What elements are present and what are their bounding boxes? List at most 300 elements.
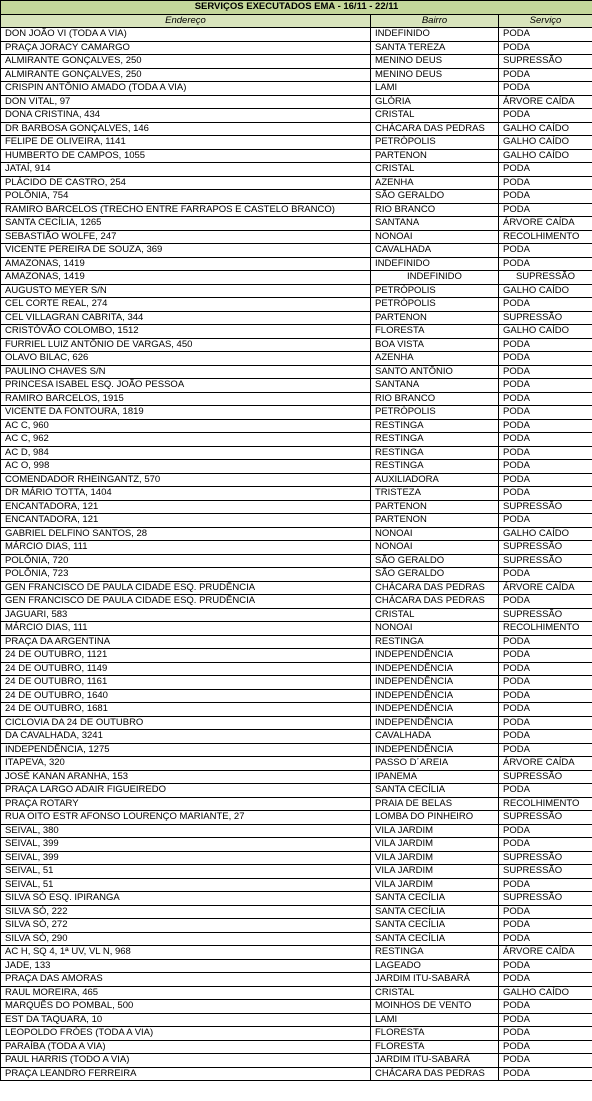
cell-bairro: VILA JARDIM [371, 824, 499, 838]
cell-servico: PODA [499, 392, 592, 406]
cell-endereco: FELIPE DE OLIVEIRA, 1141 [1, 136, 371, 150]
cell-servico: PODA [499, 973, 592, 987]
cell-bairro: MENINO DEUS [371, 68, 499, 82]
cell-endereco: FURRIEL LUIZ ANTÔNIO DE VARGAS, 450 [1, 338, 371, 352]
cell-bairro: PETRÓPOLIS [371, 136, 499, 150]
cell-servico: PODA [499, 419, 592, 433]
table-row [1, 68, 592, 82]
cell-bairro: PRAIA DE BELAS [371, 797, 499, 811]
cell-servico: PODA [499, 932, 592, 946]
table-row [1, 1013, 592, 1027]
cell-servico: SUPRESSÃO [499, 541, 592, 555]
table-row [1, 338, 592, 352]
cell-endereco: SEIVAL, 51 [1, 878, 371, 892]
table-row [1, 649, 592, 663]
table-row [1, 595, 592, 609]
cell-endereco: JOSÉ KANAN ARANHA, 153 [1, 770, 371, 784]
table-row [1, 122, 592, 136]
table-row [1, 527, 592, 541]
cell-servico: PODA [499, 716, 592, 730]
cell-bairro: LAMI [371, 82, 499, 96]
table-row [1, 946, 592, 960]
cell-bairro: NONOAI [371, 527, 499, 541]
table-row [1, 203, 592, 217]
header-row [1, 14, 592, 28]
cell-endereco: SILVA SÓ, 222 [1, 905, 371, 919]
cell-bairro: CAVALHADA [371, 730, 499, 744]
cell-servico: PODA [499, 824, 592, 838]
table-row [1, 271, 592, 285]
cell-bairro: CHÁCARA DAS PEDRAS [371, 581, 499, 595]
cell-servico: PODA [499, 244, 592, 258]
cell-bairro: SANTANA [371, 379, 499, 393]
table-row [1, 365, 592, 379]
table-row [1, 919, 592, 933]
cell-servico: PODA [499, 109, 592, 123]
table-row [1, 622, 592, 636]
cell-bairro: IPANEMA [371, 770, 499, 784]
table-row [1, 1067, 592, 1081]
cell-endereco: SILVA SÓ, 290 [1, 932, 371, 946]
cell-servico: PODA [499, 257, 592, 271]
cell-endereco: DA CAVALHADA, 3241 [1, 730, 371, 744]
table-row [1, 136, 592, 150]
table-row [1, 311, 592, 325]
table-row [1, 892, 592, 906]
cell-servico: PODA [499, 82, 592, 96]
cell-endereco: CEL CORTE REAL, 274 [1, 298, 371, 312]
cell-bairro: FLORESTA [371, 1027, 499, 1041]
table-row [1, 824, 592, 838]
table-row [1, 460, 592, 474]
cell-servico: ÁRVORE CAÍDA [499, 757, 592, 771]
cell-bairro: CAVALHADA [371, 244, 499, 258]
cell-endereco: AC C, 960 [1, 419, 371, 433]
cell-servico: SUPRESSÃO [499, 500, 592, 514]
cell-servico: PODA [499, 1054, 592, 1068]
cell-bairro: PARTENON [371, 149, 499, 163]
cell-bairro: VILA JARDIM [371, 851, 499, 865]
cell-bairro: JARDIM ITU-SABARÁ [371, 973, 499, 987]
cell-bairro: RESTINGA [371, 433, 499, 447]
cell-endereco: JADE, 133 [1, 959, 371, 973]
cell-bairro: SANTO ANTÔNIO [371, 365, 499, 379]
table-row [1, 973, 592, 987]
cell-endereco: ENCANTADORA, 121 [1, 500, 371, 514]
column-header-bairro: Bairro [371, 14, 499, 28]
cell-servico: PODA [499, 473, 592, 487]
cell-servico: PODA [499, 163, 592, 177]
cell-bairro: VILA JARDIM [371, 838, 499, 852]
table-row [1, 730, 592, 744]
cell-endereco: DONA CRISTINA, 434 [1, 109, 371, 123]
table-row [1, 446, 592, 460]
table-title: SERVIÇOS EXECUTADOS EMA - 16/11 - 22/11 [1, 1, 592, 15]
cell-endereco: RAUL MOREIRA, 465 [1, 986, 371, 1000]
cell-endereco: JATAÍ, 914 [1, 163, 371, 177]
table-row [1, 554, 592, 568]
cell-bairro: SANTA CECÍLIA [371, 905, 499, 919]
table-row [1, 487, 592, 501]
cell-servico: SUPRESSÃO [499, 608, 592, 622]
cell-servico: ÁRVORE CAÍDA [499, 95, 592, 109]
table-row [1, 905, 592, 919]
cell-servico: PODA [499, 730, 592, 744]
cell-endereco: DR MÁRIO TOTTA, 1404 [1, 487, 371, 501]
cell-servico: PODA [499, 662, 592, 676]
cell-endereco: DR BARBOSA GONÇALVES, 146 [1, 122, 371, 136]
cell-bairro: RIO BRANCO [371, 203, 499, 217]
cell-servico: PODA [499, 1000, 592, 1014]
cell-servico: SUPRESSÃO [499, 770, 592, 784]
cell-bairro: INDEFINIDO [371, 28, 499, 42]
table-row [1, 514, 592, 528]
cell-servico: GALHO CAÍDO [499, 325, 592, 339]
cell-endereco: CRISTÓVÃO COLOMBO, 1512 [1, 325, 371, 339]
cell-bairro: CRISTAL [371, 163, 499, 177]
cell-endereco: HUMBERTO DE CAMPOS, 1055 [1, 149, 371, 163]
cell-bairro: SANTA CECÍLIA [371, 892, 499, 906]
cell-endereco: 24 DE OUTUBRO, 1681 [1, 703, 371, 717]
table-row [1, 797, 592, 811]
table-row [1, 163, 592, 177]
cell-bairro: SANTA CECÍLIA [371, 784, 499, 798]
cell-endereco: PRAÇA LARGO ADAIR FIGUEIREDO [1, 784, 371, 798]
table-row [1, 433, 592, 447]
cell-servico: GALHO CAÍDO [499, 527, 592, 541]
cell-servico: PODA [499, 878, 592, 892]
cell-endereco: SEBASTIÃO WOLFE, 247 [1, 230, 371, 244]
cell-endereco: CICLOVIA DA 24 DE OUTUBRO [1, 716, 371, 730]
cell-bairro: SÃO GERALDO [371, 568, 499, 582]
table-row [1, 41, 592, 55]
column-header-endereco: Endereço [1, 14, 371, 28]
cell-servico: PODA [499, 514, 592, 528]
table-row [1, 541, 592, 555]
cell-servico: PODA [499, 190, 592, 204]
table-row [1, 568, 592, 582]
cell-bairro: INDEPENDÊNCIA [371, 703, 499, 717]
cell-bairro: CHÁCARA DAS PEDRAS [371, 595, 499, 609]
cell-bairro: CRISTAL [371, 986, 499, 1000]
table-row [1, 608, 592, 622]
cell-servico: PODA [499, 41, 592, 55]
cell-endereco: SEIVAL, 51 [1, 865, 371, 879]
cell-bairro: INDEPENDÊNCIA [371, 676, 499, 690]
cell-servico: GALHO CAÍDO [499, 284, 592, 298]
table-row [1, 392, 592, 406]
cell-endereco: PLÁCIDO DE CASTRO, 254 [1, 176, 371, 190]
cell-bairro: PETRÓPOLIS [371, 406, 499, 420]
cell-bairro: RIO BRANCO [371, 392, 499, 406]
cell-bairro: LAGEADO [371, 959, 499, 973]
cell-bairro: CRISTAL [371, 109, 499, 123]
cell-servico: SUPRESSÃO [499, 865, 592, 879]
cell-endereco: SEIVAL, 399 [1, 838, 371, 852]
table-row [1, 743, 592, 757]
cell-bairro: PASSO D´AREIA [371, 757, 499, 771]
cell-bairro: INDEPENDÊNCIA [371, 716, 499, 730]
cell-endereco: DON VITAL, 97 [1, 95, 371, 109]
cell-servico: PODA [499, 635, 592, 649]
cell-bairro: CHÁCARA DAS PEDRAS [371, 122, 499, 136]
table-row [1, 379, 592, 393]
cell-bairro: TRISTEZA [371, 487, 499, 501]
table-row [1, 217, 592, 231]
table-row [1, 325, 592, 339]
cell-endereco: COMENDADOR RHEINGANTZ, 570 [1, 473, 371, 487]
table-body [1, 28, 592, 1081]
cell-endereco: AC H, SQ 4, 1ª UV, VL N, 968 [1, 946, 371, 960]
cell-endereco: LEOPOLDO FRÓES (TODA A VIA) [1, 1027, 371, 1041]
cell-servico: PODA [499, 487, 592, 501]
table-row [1, 635, 592, 649]
cell-servico: RECOLHIMENTO [499, 622, 592, 636]
cell-servico: PODA [499, 649, 592, 663]
cell-servico: SUPRESSÃO [499, 851, 592, 865]
cell-bairro: RESTINGA [371, 419, 499, 433]
table-row [1, 149, 592, 163]
cell-bairro: NONOAI [371, 230, 499, 244]
cell-servico: PODA [499, 919, 592, 933]
cell-servico: ÁRVORE CAÍDA [499, 946, 592, 960]
cell-endereco: OLAVO BILAC, 626 [1, 352, 371, 366]
cell-servico: PODA [499, 838, 592, 852]
cell-endereco: ALMIRANTE GONÇALVES, 250 [1, 68, 371, 82]
table-row [1, 28, 592, 42]
cell-servico: PODA [499, 689, 592, 703]
cell-bairro: AZENHA [371, 352, 499, 366]
cell-servico: PODA [499, 1013, 592, 1027]
cell-endereco: PRAÇA JORACY CAMARGO [1, 41, 371, 55]
table-row [1, 109, 592, 123]
cell-endereco: SANTA CECÍLIA, 1265 [1, 217, 371, 231]
table-row [1, 838, 592, 852]
cell-servico: PODA [499, 352, 592, 366]
table-row [1, 1054, 592, 1068]
cell-servico: PODA [499, 446, 592, 460]
cell-servico: PODA [499, 595, 592, 609]
cell-endereco: PARAÍBA (TODA A VIA) [1, 1040, 371, 1054]
cell-servico: PODA [499, 365, 592, 379]
cell-servico: GALHO CAÍDO [499, 136, 592, 150]
cell-bairro: CRISTAL [371, 608, 499, 622]
cell-servico: GALHO CAÍDO [499, 149, 592, 163]
cell-endereco: SILVA SÓ ESQ. IPIRANGA [1, 892, 371, 906]
cell-servico: PODA [499, 703, 592, 717]
table-row [1, 770, 592, 784]
cell-servico: PODA [499, 1027, 592, 1041]
cell-endereco: PRAÇA DAS AMORAS [1, 973, 371, 987]
table-row [1, 703, 592, 717]
cell-bairro: CHÁCARA DAS PEDRAS [371, 1067, 499, 1081]
cell-bairro: FLORESTA [371, 1040, 499, 1054]
cell-servico: PODA [499, 176, 592, 190]
cell-endereco: RUA OITO ESTR AFONSO LOURENÇO MARIANTE, 27 [1, 811, 371, 825]
cell-servico: PODA [499, 959, 592, 973]
cell-servico: SUPRESSÃO [499, 271, 592, 285]
cell-servico: PODA [499, 406, 592, 420]
table-row [1, 257, 592, 271]
cell-bairro: PARTENON [371, 311, 499, 325]
cell-bairro: INDEPENDÊNCIA [371, 689, 499, 703]
cell-bairro: SÃO GERALDO [371, 190, 499, 204]
cell-endereco: PRAÇA LEANDRO FERREIRA [1, 1067, 371, 1081]
cell-endereco: PAUL HARRIS (TODO A VIA) [1, 1054, 371, 1068]
cell-servico: PODA [499, 905, 592, 919]
table-row [1, 55, 592, 69]
cell-servico: PODA [499, 203, 592, 217]
cell-endereco: RAMIRO BARCELOS, 1915 [1, 392, 371, 406]
table-row [1, 244, 592, 258]
cell-servico: PODA [499, 28, 592, 42]
table-row [1, 811, 592, 825]
cell-bairro: LAMI [371, 1013, 499, 1027]
cell-endereco: AC C, 962 [1, 433, 371, 447]
cell-servico: PODA [499, 460, 592, 474]
cell-bairro: SÃO GERALDO [371, 554, 499, 568]
cell-endereco: PRAÇA DA ARGENTINA [1, 635, 371, 649]
cell-endereco: 24 DE OUTUBRO, 1640 [1, 689, 371, 703]
cell-endereco: AC O, 998 [1, 460, 371, 474]
cell-servico: PODA [499, 568, 592, 582]
cell-endereco: GABRIEL DELFINO SANTOS, 28 [1, 527, 371, 541]
cell-bairro: RESTINGA [371, 460, 499, 474]
cell-endereco: AMAZONAS, 1419 [1, 257, 371, 271]
cell-servico: RECOLHIMENTO [499, 797, 592, 811]
cell-bairro: AUXILIADORA [371, 473, 499, 487]
table-row [1, 757, 592, 771]
table-row [1, 406, 592, 420]
cell-bairro: JARDIM ITU-SABARÁ [371, 1054, 499, 1068]
table-row [1, 1027, 592, 1041]
table-row [1, 865, 592, 879]
cell-endereco: 24 DE OUTUBRO, 1149 [1, 662, 371, 676]
cell-bairro: MOINHOS DE VENTO [371, 1000, 499, 1014]
cell-servico: PODA [499, 676, 592, 690]
cell-endereco: ENCANTADORA, 121 [1, 514, 371, 528]
cell-servico: PODA [499, 433, 592, 447]
cell-servico: ÁRVORE CAÍDA [499, 217, 592, 231]
cell-servico: SUPRESSÃO [499, 892, 592, 906]
cell-bairro: FLORESTA [371, 325, 499, 339]
cell-servico: RECOLHIMENTO [499, 230, 592, 244]
cell-bairro: AZENHA [371, 176, 499, 190]
cell-bairro: PETRÓPOLIS [371, 284, 499, 298]
cell-servico: GALHO CAÍDO [499, 986, 592, 1000]
table-row [1, 784, 592, 798]
cell-bairro: GLÓRIA [371, 95, 499, 109]
cell-bairro: PETRÓPOLIS [371, 298, 499, 312]
cell-bairro: VILA JARDIM [371, 865, 499, 879]
cell-endereco: RAMIRO BARCELOS (TRECHO ENTRE FARRAPOS E CASTELO BRANCO) [1, 203, 371, 217]
cell-bairro: INDEPENDÊNCIA [371, 649, 499, 663]
table-row [1, 284, 592, 298]
cell-bairro: BOA VISTA [371, 338, 499, 352]
cell-bairro: RESTINGA [371, 446, 499, 460]
cell-servico: GALHO CAÍDO [499, 122, 592, 136]
cell-servico: SUPRESSÃO [499, 811, 592, 825]
cell-servico: ÁRVORE CAÍDA [499, 581, 592, 595]
cell-servico: SUPRESSÃO [499, 311, 592, 325]
cell-bairro: INDEPENDÊNCIA [371, 662, 499, 676]
cell-servico: SUPRESSÃO [499, 554, 592, 568]
cell-bairro: MENINO DEUS [371, 55, 499, 69]
cell-servico: PODA [499, 743, 592, 757]
cell-bairro: SANTA TEREZA [371, 41, 499, 55]
table-row [1, 689, 592, 703]
cell-bairro: INDEFINIDO [371, 257, 499, 271]
cell-endereco: AUGUSTO MEYER S/N [1, 284, 371, 298]
table-row [1, 1000, 592, 1014]
table-row [1, 1040, 592, 1054]
table-row [1, 959, 592, 973]
cell-servico: PODA [499, 1040, 592, 1054]
cell-bairro: SANTA CECÍLIA [371, 932, 499, 946]
cell-endereco: PRINCESA ISABEL ESQ. JOÃO PESSOA [1, 379, 371, 393]
table-row [1, 230, 592, 244]
table-row [1, 298, 592, 312]
cell-endereco: SEIVAL, 399 [1, 851, 371, 865]
table-row [1, 473, 592, 487]
table-row [1, 878, 592, 892]
cell-endereco: SILVA SÓ, 272 [1, 919, 371, 933]
cell-bairro: NONOAI [371, 622, 499, 636]
cell-endereco: 24 DE OUTUBRO, 1161 [1, 676, 371, 690]
column-header-servico: Serviço [499, 14, 592, 28]
cell-endereco: POLÔNIA, 720 [1, 554, 371, 568]
table-row [1, 676, 592, 690]
cell-endereco: SEIVAL, 380 [1, 824, 371, 838]
cell-bairro: PARTENON [371, 514, 499, 528]
cell-endereco: POLÔNIA, 723 [1, 568, 371, 582]
cell-endereco: PRAÇA ROTARY [1, 797, 371, 811]
cell-endereco: GEN FRANCISCO DE PAULA CIDADE ESQ. PRUDÊNCIA [1, 595, 371, 609]
table-row [1, 851, 592, 865]
cell-endereco: PAULINO CHAVES S/N [1, 365, 371, 379]
cell-endereco: ALMIRANTE GONÇALVES, 250 [1, 55, 371, 69]
cell-servico: PODA [499, 379, 592, 393]
cell-bairro: RESTINGA [371, 946, 499, 960]
cell-bairro: SANTANA [371, 217, 499, 231]
table-row [1, 419, 592, 433]
title-row [1, 1, 592, 15]
cell-bairro: INDEPENDÊNCIA [371, 743, 499, 757]
cell-endereco: MÁRCIO DIAS, 111 [1, 541, 371, 555]
cell-servico: PODA [499, 1067, 592, 1081]
cell-endereco: 24 DE OUTUBRO, 1121 [1, 649, 371, 663]
table-row [1, 716, 592, 730]
cell-bairro: PARTENON [371, 500, 499, 514]
table-row [1, 581, 592, 595]
cell-endereco: DON JOÃO VI (TODA A VIA) [1, 28, 371, 42]
table-row [1, 95, 592, 109]
cell-bairro: SANTA CECÍLIA [371, 919, 499, 933]
table-row [1, 82, 592, 96]
cell-servico: SUPRESSÃO [499, 55, 592, 69]
table-row [1, 662, 592, 676]
table-row [1, 352, 592, 366]
cell-endereco: INDEPENDÊNCIA, 1275 [1, 743, 371, 757]
cell-endereco: JAGUARI, 583 [1, 608, 371, 622]
cell-endereco: MARQUÊS DO POMBAL, 500 [1, 1000, 371, 1014]
cell-endereco: CRISPIN ANTÔNIO AMADO (TODA A VIA) [1, 82, 371, 96]
cell-servico: PODA [499, 68, 592, 82]
cell-servico: PODA [499, 298, 592, 312]
cell-endereco: VICENTE PEREIRA DE SOUZA, 369 [1, 244, 371, 258]
cell-endereco: AMAZONAS, 1419 [1, 271, 371, 285]
table-row [1, 500, 592, 514]
